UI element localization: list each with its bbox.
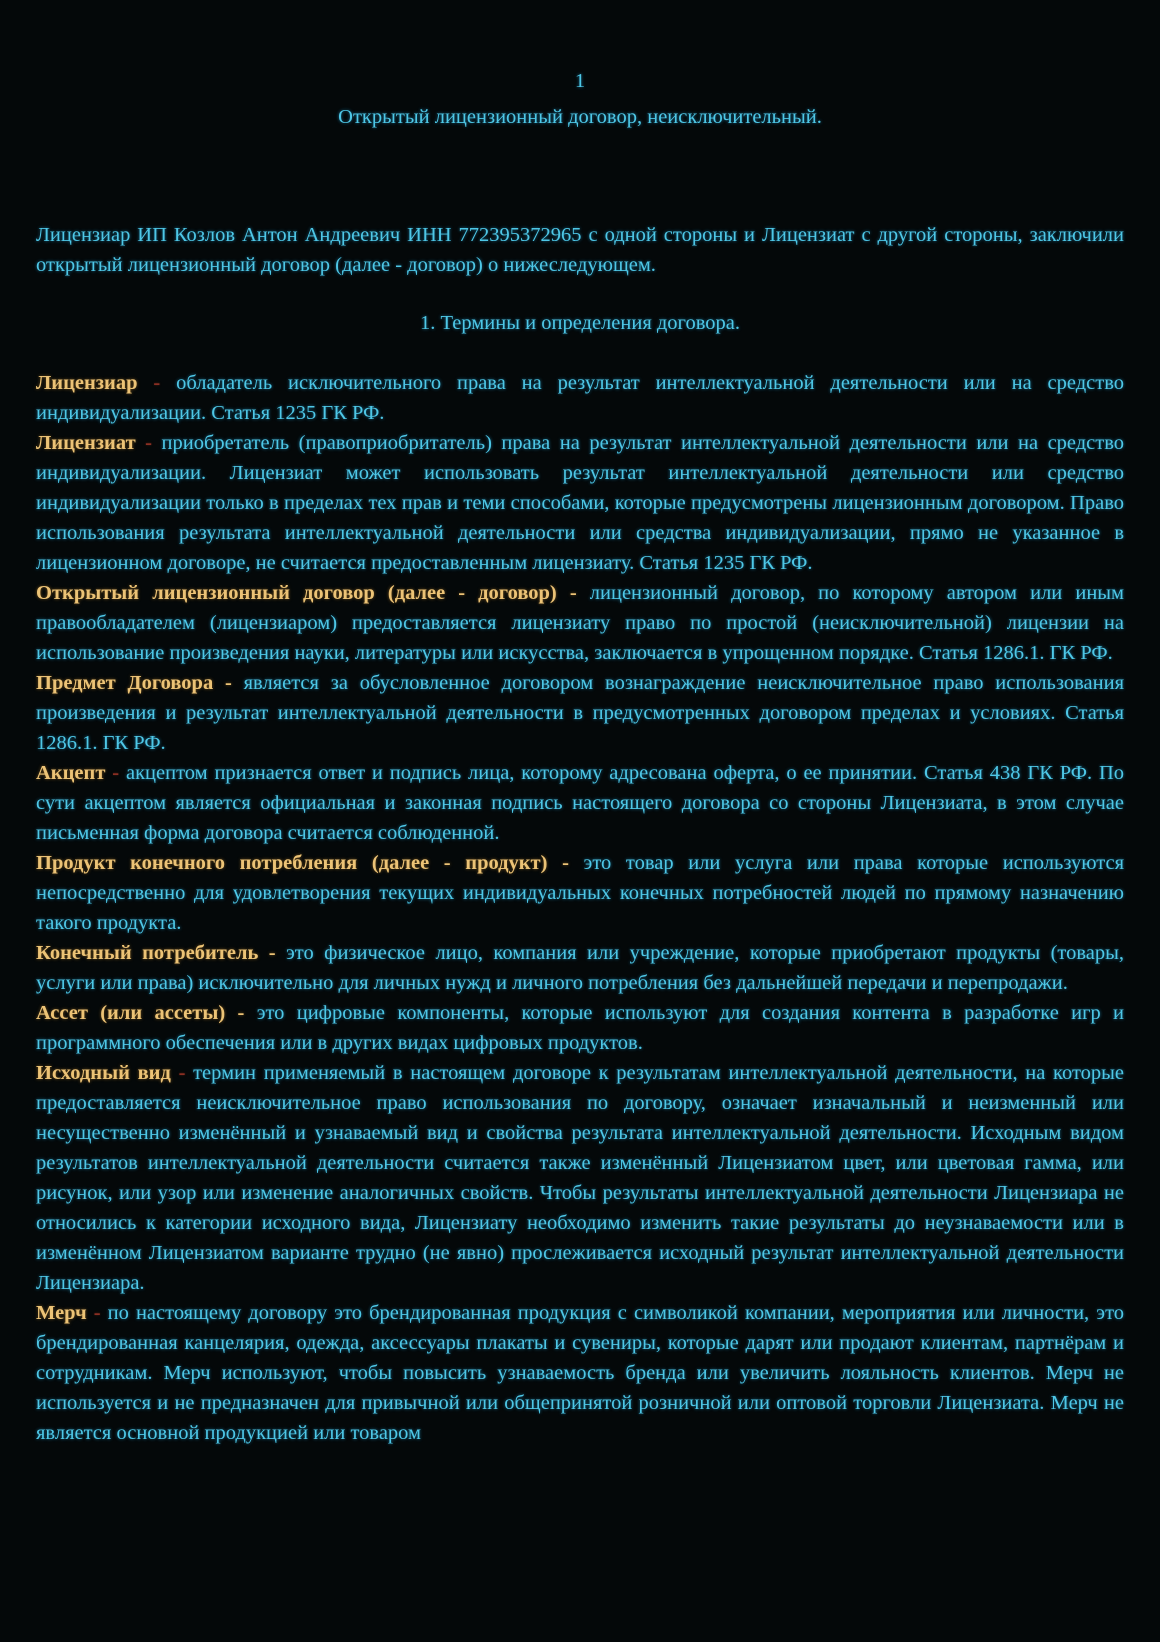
- definition-dash: -: [93, 1302, 101, 1324]
- definition-text: по настоящему договору это брендированная продукция с символикой компании, мероприятия или личности, это брендированная канцелярия, одежда, аксессуары плакаты и сувениры, которые дарят или продают клиентам, партнёрам и сотрудникам. Мерч используют, чтобы повысить узнаваемость бренда или увеличить лояльность клиентов. Мерч не используется и не предназначен для привычной или общепринятой розничной или оптовой торговли Лицензиата. Мерч не является основной продукцией или товаром: [36, 1302, 1125, 1444]
- definition-text: это физическое лицо, компания или учреждение, которые приобретают продукты (товары, услуги или права) исключительно для личных нужд и личного потребления без дальнейшей передачи и перепродажи.: [36, 942, 1125, 994]
- definition-item: [36, 1058, 1124, 1298]
- definition-text: обладатель исключительного права на результат интеллектуальной деятельности или на средство индивидуализации. Статья 1235 ГК РФ.: [36, 372, 1125, 424]
- page-number: 1: [574, 70, 586, 92]
- definition-term: Открытый лицензионный договор (далее - договор): [36, 582, 557, 604]
- definition-dash: -: [225, 672, 232, 694]
- definition-item: [36, 758, 1124, 848]
- definition-text: приобретатель (правоприобритатель) права на результат интеллектуальной деятельности или на средство индивидуализации. Лицензиат может использовать результат интеллектуальной деятельности или средство индивидуализации только в пределах тех прав и теми способами, которые предусмотрены лицензионным договором. Право использования результата интеллектуальной деятельности или средства индивидуализации, прямо не указанное в лицензионном договоре, не считается предоставленным лицензиату. Статья 1235 ГК РФ.: [36, 432, 1125, 574]
- definition-term: Исходный вид: [36, 1062, 171, 1084]
- definition-dash: -: [569, 582, 577, 604]
- definition-dash: -: [237, 1002, 245, 1024]
- definition-item: [36, 938, 1124, 998]
- definition-text: это товар или услуга или права которые используются непосредственно для удовлетворения текущих индивидуальных конечных потребностей людей по прямому назначению такого продукта.: [36, 852, 1125, 934]
- definition-item: [36, 848, 1124, 938]
- definition-dash: -: [153, 372, 161, 394]
- definition-term: Мерч: [36, 1302, 87, 1324]
- definition-dash: -: [145, 432, 152, 454]
- definition-text: термин применяемый в настоящем договоре к результатам интеллектуальной деятельности, на которые предоставляется неисключительное право использования по договору, означает изначальный и неизменный или несущественно изменённый и узнаваемый вид и свойства результата интеллектуальной деятельности. Исходным видом результатов интеллектуальной деятельности считается также изменённый Лицензиатом цвет, или цветовая гамма, или рисунок, или узор или изменение аналогичных свойств. Чтобы результаты интеллектуальной деятельности Лицензиара не относились к категории исходного вида, Лицензиату необходимо изменить такие результаты до неузнаваемости или в изменённом Лицензиатом варианте трудно (не явно) прослеживается исходный результат интеллектуальной деятельности Лицензиара.: [36, 1062, 1125, 1294]
- definition-term: Лицензиат: [36, 432, 136, 454]
- definition-term: Лицензиар: [36, 372, 138, 394]
- definition-term: Продукт конечного потребления (далее - продукт): [36, 852, 548, 874]
- definition-term: Конечный потребитель: [36, 942, 259, 964]
- document-title: Открытый лицензионный договор, неисключительный.: [338, 106, 822, 128]
- definition-item: [36, 428, 1124, 578]
- definition-term: Акцепт: [36, 762, 106, 784]
- definition-text: лицензионный договор, по которому автором или иным правообладателем (лицензиаром) предоставляется лицензиату право по простой (неисключительной) лицензии на использование произведения науки, литературы или искусства, заключается в упрощенном порядке. Статья 1286.1. ГК РФ.: [36, 582, 1125, 664]
- definition-item: [36, 368, 1124, 428]
- definition-dash: -: [268, 942, 276, 964]
- definition-text: является за обусловленное договором вознаграждение неисключительное право использования произведения и результат интеллектуальной деятельности в предусмотренных договором пределах и условиях. Статья 1286.1. ГК РФ.: [36, 672, 1125, 754]
- definition-term: Ассет (или ассеты): [36, 1002, 226, 1024]
- definition-item: [36, 668, 1124, 758]
- definition-term: Предмет Договора: [36, 672, 214, 694]
- definition-dash: -: [178, 1062, 186, 1084]
- intro-paragraph: Лицензиар ИП Козлов Антон Андреевич ИНН 772395372965 с одной стороны и Лицензиат с другой стороны, заключили открытый лицензионный договор (далее - договор) о нижеследующем.: [36, 224, 1124, 276]
- definition-text: это цифровые компоненты, которые используют для создания контента в разработке игр и программного обеспечения или в других видах цифровых продуктов.: [36, 1002, 1125, 1054]
- section-heading: 1. Термины и определения договора.: [420, 312, 740, 334]
- definition-item: [36, 1298, 1124, 1448]
- definition-item: [36, 998, 1124, 1058]
- definition-dash: -: [112, 762, 120, 784]
- definition-text: акцептом признается ответ и подпись лица, которому адресована оферта, о ее принятии. Статья 438 ГК РФ. По сути акцептом является официальная и законная подпись настоящего договора со стороны Лицензиата, в этом случае письменная форма договора считается соблюденной.: [36, 762, 1125, 844]
- definition-item: [36, 578, 1124, 668]
- definition-dash: -: [562, 852, 569, 874]
